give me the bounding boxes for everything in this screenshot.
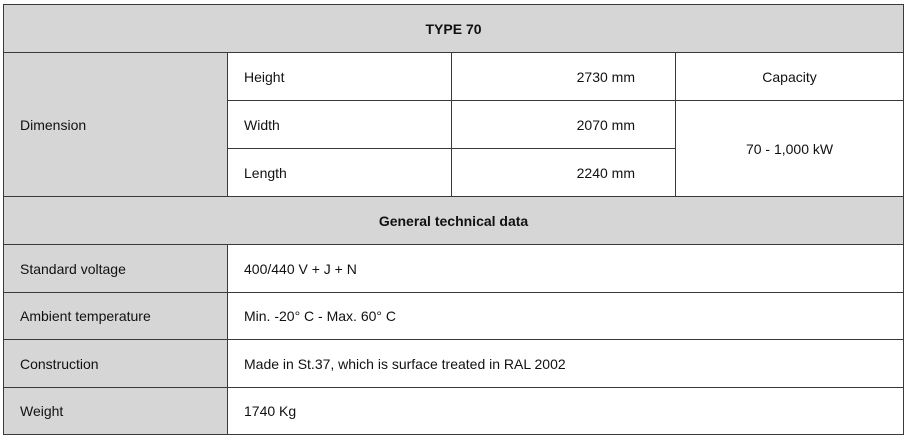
general-heading-row: [4, 197, 904, 245]
capacity-value: 70 - 1,000 kW: [676, 101, 904, 197]
general-value-construction: Made in St.37, which is surface treated in RAL 2002: [228, 340, 904, 388]
general-value-weight: 1740 Kg: [228, 388, 904, 435]
general-label-construction: Construction: [4, 340, 228, 388]
general-value-temperature: Min. -20° C - Max. 60° C: [228, 293, 904, 340]
dimension-name-length: Length: [228, 149, 452, 197]
general-row: [4, 293, 904, 340]
dimension-value-width: 2070 mm: [452, 101, 676, 149]
general-label-voltage: Standard voltage: [4, 245, 228, 293]
dimension-name-width: Width: [228, 101, 452, 149]
capacity-label: Capacity: [676, 53, 904, 101]
dimension-value-length: 2240 mm: [452, 149, 676, 197]
dimension-label: Dimension: [4, 53, 228, 197]
dimension-row-height: [4, 53, 904, 101]
general-row: [4, 340, 904, 388]
general-row: [4, 245, 904, 293]
general-value-voltage: 400/440 V + J + N: [228, 245, 904, 293]
general-label-weight: Weight: [4, 388, 228, 435]
table-title: TYPE 70: [4, 5, 904, 53]
title-row: [4, 5, 904, 53]
dimension-name-height: Height: [228, 53, 452, 101]
general-heading: General technical data: [4, 197, 904, 245]
dimension-value-height: 2730 mm: [452, 53, 676, 101]
spec-table: [3, 4, 904, 435]
general-row: [4, 388, 904, 435]
general-label-temperature: Ambient temperature: [4, 293, 228, 340]
